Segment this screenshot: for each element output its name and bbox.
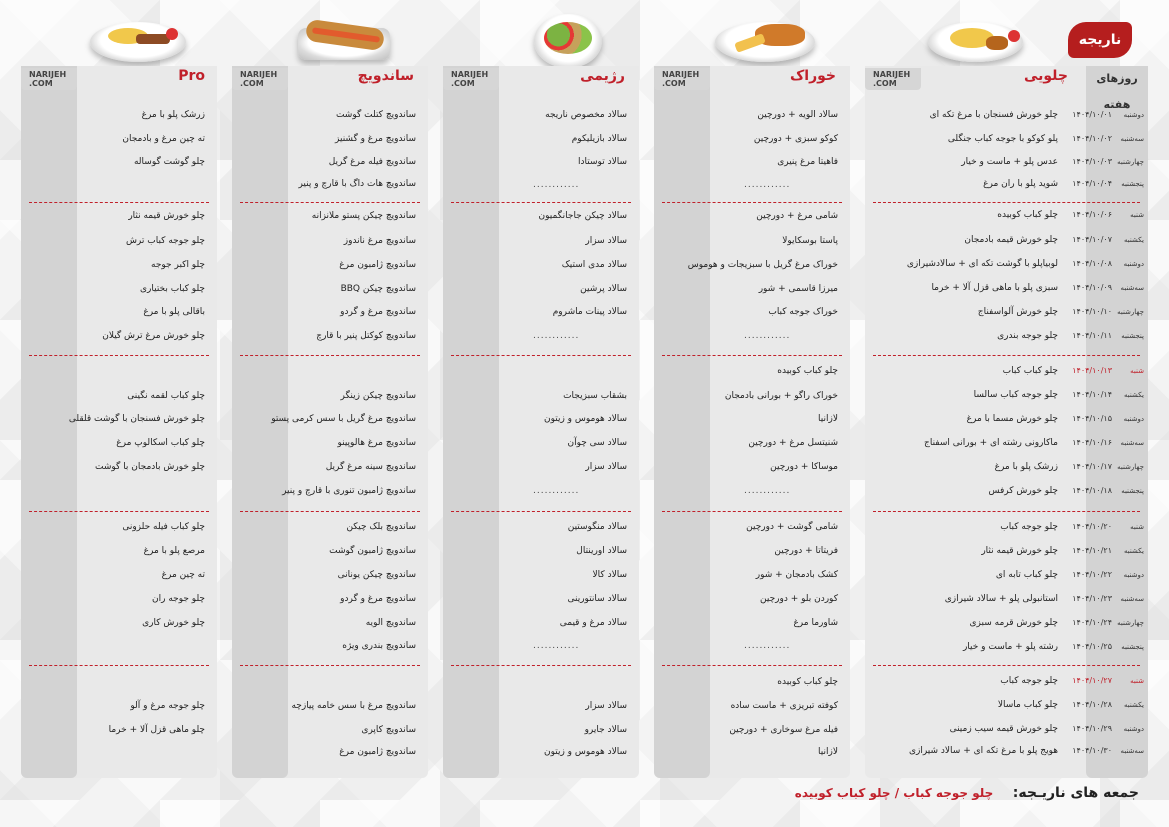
column-title: Pro: [178, 68, 205, 84]
salad-bowl-image: [534, 10, 602, 68]
menu-item: چلو خورش قرمه سبزی: [969, 618, 1058, 628]
menu-item: چلو جوجه کباب سالسا: [973, 390, 1058, 400]
day-date: ۱۴۰۴/۱۰/۱۳: [1072, 366, 1112, 375]
menu-item: چلو کباب اسکالوپ مرغ: [116, 438, 205, 448]
menu-item: چلو کباب کوبیده: [777, 677, 838, 687]
week-separator: [873, 665, 1140, 666]
day-date: ۱۴۰۴/۱۰/۲۳: [1072, 594, 1112, 603]
day-name: یکشنبه: [1123, 391, 1144, 399]
menu-item: کوکو سبزی + دورچین: [753, 134, 838, 144]
menu-item: ساندویچ فیله مرغ گریل: [328, 157, 416, 167]
empty-slot: ............: [744, 331, 791, 341]
menu-item: شنیتسل مرغ + دورچین: [748, 438, 838, 448]
day-name: سه‌شنبه: [1120, 595, 1144, 603]
day-name: چهارشنبه: [1117, 463, 1144, 471]
menu-item: سالاد الویه + دورچین: [757, 110, 838, 120]
fridays-footer: [795, 785, 1139, 801]
week-separator: [29, 355, 209, 356]
menu-item: سالاد سی چوآن: [567, 438, 627, 448]
menu-item: ساندویچ بلک چیکن: [346, 522, 416, 532]
empty-slot: ............: [744, 641, 791, 651]
menu-item: لازانیا: [818, 414, 838, 424]
week-separator: [451, 202, 631, 203]
empty-slot: ............: [533, 331, 580, 341]
menu-item: چلو کباب تابه ای: [995, 570, 1058, 580]
day-date: ۱۴۰۴/۱۰/۰۹: [1072, 283, 1112, 292]
menu-item: چلو خورش کرفس: [988, 486, 1058, 496]
menu-item: ته چین مرغ و بادمجان: [122, 134, 205, 144]
menu-item: چلو خورش قیمه نثار: [128, 211, 205, 221]
day-name: یکشنبه: [1123, 701, 1144, 709]
menu-item: چلو خورش بادمجان با گوشت: [95, 462, 205, 472]
menu-item: چلو جوجه مرغ و آلو: [130, 701, 205, 711]
week-separator: [873, 202, 1140, 203]
day-name: یکشنبه: [1123, 547, 1144, 555]
column-title: رژیمی: [580, 68, 625, 84]
menu-item: فاهیتا مرغ پنیری: [777, 157, 838, 167]
menu-item: فریتاتا + دورچین: [774, 546, 838, 556]
day-name: چهارشنبه: [1117, 158, 1144, 166]
menu-item: چلو کباب کوبیده: [997, 210, 1058, 220]
menu-item: سالاد سانتورینی: [567, 594, 627, 604]
column-rejimi: [443, 66, 639, 778]
menu-item: موساکا + دورچین: [770, 462, 838, 472]
menu-item: چلو کباب کباب: [1002, 366, 1058, 376]
day-name: شنبه: [1130, 367, 1144, 375]
day-date: ۱۴۰۴/۱۰/۰۱: [1072, 110, 1112, 119]
day-date: ۱۴۰۴/۱۰/۰۴: [1072, 179, 1112, 188]
menu-item: ساندویچ چیکن یونانی: [337, 570, 416, 580]
column-tag: NARIJEH .COM: [443, 68, 499, 90]
day-name: شنبه: [1130, 211, 1144, 219]
day-name: سه‌شنبه: [1120, 284, 1144, 292]
week-separator: [662, 665, 842, 666]
menu-item: ساندویچ مرغ با سس خامه پیازچه: [291, 701, 416, 711]
week-separator: [240, 355, 420, 356]
day-name: سه‌شنبه: [1120, 439, 1144, 447]
column-khorak: [654, 66, 850, 778]
menu-item: ساندویچ مرغ هالوپینو: [337, 438, 416, 448]
day-name: دوشنبه: [1123, 260, 1144, 268]
menu-item: سالاد کالا: [592, 570, 627, 580]
sandwich-image: [298, 14, 390, 62]
fried-food-image: [715, 12, 815, 62]
menu-item: سالاد منگوستین: [567, 522, 627, 532]
menu-item: سالاد چیکن جاجانگمیون: [538, 211, 627, 221]
menu-item: چلو جوجه کباب: [1000, 522, 1058, 532]
menu-item: ساندویچ ژامبون گوشت: [329, 546, 416, 556]
column-tag: NARIJEH .COM: [654, 68, 710, 90]
kebab-plate-image: [90, 12, 186, 62]
week-separator: [662, 202, 842, 203]
menu-item: چلو خورش مسما با مرغ: [966, 414, 1058, 424]
menu-item: ساندویچ کوکتل پنیر با قارچ: [316, 331, 416, 341]
week-separator: [29, 202, 209, 203]
day-name: دوشنبه: [1123, 725, 1144, 733]
fridays-items: چلو جوجه کباب / چلو کباب کوبیده: [794, 786, 994, 800]
menu-item: چلو کباب ماسالا: [997, 700, 1058, 710]
menu-item: چلو جوجه کباب: [1000, 676, 1058, 686]
menu-item: هویج پلو با مرغ تکه ای + سالاد شیرازی: [908, 746, 1058, 756]
empty-slot: ............: [744, 180, 791, 190]
menu-item: ساندویچ چیکن BBQ: [340, 284, 416, 294]
menu-item: لازانیا: [818, 747, 838, 757]
menu-item: ماکارونی رشته ای + بورانی اسفناج: [924, 438, 1058, 448]
menu-item: چلو ماهی قزل آلا + خرما: [108, 725, 205, 735]
empty-slot: ............: [533, 641, 580, 651]
menu-item: سالاد سزار: [585, 236, 627, 246]
menu-item: کشک بادمجان + شور: [755, 570, 838, 580]
menu-item: خوراک جوجه کباب: [768, 307, 838, 317]
day-name: دوشنبه: [1123, 111, 1144, 119]
menu-item: خوراک راگو + بورانی بادمجان: [724, 391, 838, 401]
day-date: ۱۴۰۴/۱۰/۰۳: [1072, 157, 1112, 166]
day-date: ۱۴۰۴/۱۰/۲۸: [1072, 700, 1112, 709]
menu-item: باقالی پلو با مرغ: [143, 307, 205, 317]
menu-item: شامی گوشت + دورچین: [746, 522, 838, 532]
menu-item: سالاد هوموس و زیتون: [543, 414, 627, 424]
menu-item: چلو کباب فیله حلزونی: [122, 522, 205, 532]
week-separator: [29, 511, 209, 512]
menu-item: بشقاب سبزیجات: [563, 391, 627, 401]
menu-item: ساندویچ مرغ و گردو: [340, 594, 416, 604]
menu-item: سالاد مدی استیک: [561, 260, 627, 270]
menu-item: ساندویچ چیکن پستو ملانزانه: [311, 211, 416, 221]
column-pro: [21, 66, 217, 778]
day-name: چهارشنبه: [1117, 308, 1144, 316]
day-name: سه‌شنبه: [1120, 135, 1144, 143]
menu-item: لوبیاپلو با گوشت تکه ای + سالادشیرازی: [906, 259, 1058, 269]
day-name: پنجشنبه: [1121, 643, 1144, 651]
menu-item: سالاد بازیلیکوم: [571, 134, 627, 144]
days-header: روزهای هفته: [1086, 66, 1148, 92]
rice-plate-image: [928, 14, 1023, 62]
day-name: شنبه: [1130, 523, 1144, 531]
week-separator: [662, 355, 842, 356]
day-date: ۱۴۰۴/۱۰/۱۶: [1072, 438, 1112, 447]
day-date: ۱۴۰۴/۱۰/۱۵: [1072, 414, 1112, 423]
day-date: ۱۴۰۴/۱۰/۰۷: [1072, 235, 1112, 244]
day-date: ۱۴۰۴/۱۰/۲۴: [1072, 618, 1112, 627]
column-title: چلویی: [1023, 68, 1068, 84]
menu-item: استانبولی پلو + سالاد شیرازی: [944, 594, 1058, 604]
column-title: ساندویچ: [357, 68, 414, 84]
menu-item: چلو کباب بختیاری: [139, 284, 205, 294]
column-sandwich: [232, 66, 428, 778]
menu-item: چلو خورش فسنجان با گوشت قلقلی: [68, 414, 205, 424]
menu-item: پاستا بوسکایولا: [782, 236, 838, 246]
menu-item: ساندویچ سینه مرغ گریل: [325, 462, 416, 472]
empty-slot: ............: [533, 486, 580, 496]
menu-item: چلو خورش فسنجان با مرغ تکه ای: [929, 110, 1058, 120]
week-separator: [240, 665, 420, 666]
week-separator: [240, 202, 420, 203]
menu-item: فیله مرغ سوخاری + دورچین: [729, 725, 838, 735]
menu-item: ساندویچ چیکن زینگر: [340, 391, 416, 401]
column-chelowi: [865, 66, 1148, 778]
week-separator: [451, 665, 631, 666]
day-name: پنجشنبه: [1121, 180, 1144, 188]
column-title: خوراک: [789, 68, 836, 84]
menu-item: سالاد جایرو: [584, 725, 627, 735]
day-date: ۱۴۰۴/۱۰/۲۵: [1072, 642, 1112, 651]
column-tag: NARIJEH .COM: [232, 68, 288, 90]
day-date: ۱۴۰۴/۱۰/۲۷: [1072, 676, 1112, 685]
menu-item: چلو گوشت گوساله: [133, 157, 205, 167]
menu-item: ساندویچ بندری ویژه: [342, 641, 416, 651]
fridays-label: جمعه های ناریـجه:: [1012, 785, 1139, 801]
day-date: ۱۴۰۴/۱۰/۱۴: [1072, 390, 1112, 399]
menu-item: سالاد هوموس و زیتون: [543, 747, 627, 757]
day-date: ۱۴۰۴/۱۰/۲۱: [1072, 546, 1112, 555]
menu-item: چلو جوجه بندری: [997, 331, 1058, 341]
day-name: دوشنبه: [1123, 571, 1144, 579]
menu-item: ته چین مرغ: [161, 570, 205, 580]
day-date: ۱۴۰۴/۱۰/۰۲: [1072, 134, 1112, 143]
week-separator: [29, 665, 209, 666]
menu-item: پلو کوکو با جوجه کباب جنگلی: [947, 134, 1058, 144]
day-name: پنجشنبه: [1121, 332, 1144, 340]
empty-slot: ............: [533, 180, 580, 190]
day-date: ۱۴۰۴/۱۰/۱۰: [1072, 307, 1112, 316]
menu-item: ساندویچ مرغ و گشنیز: [335, 134, 416, 144]
menu-item: ساندویچ کتلت گوشت: [335, 110, 416, 120]
menu-item: شامی مرغ + دورچین: [756, 211, 838, 221]
menu-item: زرشک پلو با مرغ: [141, 110, 205, 120]
menu-item: ساندویچ ژامبون مرغ: [339, 260, 416, 270]
menu-item: چلو خورش کاری: [142, 618, 205, 628]
day-date: ۱۴۰۴/۱۰/۳۰: [1072, 746, 1112, 755]
menu-item: سالاد سزار: [585, 462, 627, 472]
menu-item: سالاد مخصوص ناریجه: [545, 110, 627, 120]
menu-item: ساندویچ ژامبون تنوری با قارچ و پنیر: [282, 486, 416, 496]
menu-item: کوردن بلو + دورچین: [760, 594, 838, 604]
menu-item: رشته پلو + ماست و خیار: [962, 642, 1058, 652]
menu-item: کوفته تبریزی + ماست ساده: [730, 701, 838, 711]
menu-item: چلو خورش قیمه سیب زمینی: [949, 724, 1058, 734]
menu-item: شاورما مرغ: [793, 618, 838, 628]
day-date: ۱۴۰۴/۱۰/۱۸: [1072, 486, 1112, 495]
menu-item: چلو جوجه کباب ترش: [125, 236, 205, 246]
menu-item: ساندویچ الویه: [365, 618, 416, 628]
menu-item: خوراک مرغ گریل با سبزیجات و هوموس: [687, 260, 838, 270]
menu-item: سالاد مرغ و قیمی: [559, 618, 627, 628]
week-separator: [240, 511, 420, 512]
empty-slot: ............: [744, 486, 791, 496]
day-name: سه‌شنبه: [1120, 747, 1144, 755]
week-separator: [873, 355, 1140, 356]
column-tag: NARIJEH .COM: [865, 68, 921, 90]
menu-item: چلو کباب لقمه نگینی: [127, 391, 205, 401]
week-separator: [451, 511, 631, 512]
menu-item: میرزا قاسمی + شور: [758, 284, 838, 294]
day-date: ۱۴۰۴/۱۰/۲۰: [1072, 522, 1112, 531]
week-separator: [451, 355, 631, 356]
menu-item: مرصع پلو با مرغ: [143, 546, 205, 556]
week-separator: [662, 511, 842, 512]
menu-item: ساندویچ مرغ و گردو: [340, 307, 416, 317]
menu-item: عدس پلو + ماست و خیار: [961, 157, 1058, 167]
day-name: یکشنبه: [1123, 236, 1144, 244]
menu-item: سالاد پرشین: [580, 284, 627, 294]
menu-item: چلو خورش آلواسفناج: [977, 307, 1058, 317]
day-name: چهارشنبه: [1117, 619, 1144, 627]
menu-item: شوید پلو با ران مرغ: [983, 179, 1058, 189]
menu-item: ساندویچ هات داگ با قارچ و پنیر: [298, 179, 416, 189]
day-date: ۱۴۰۴/۱۰/۰۶: [1072, 210, 1112, 219]
column-tag: NARIJEH .COM: [21, 68, 77, 90]
day-date: ۱۴۰۴/۱۰/۲۹: [1072, 724, 1112, 733]
day-date: ۱۴۰۴/۱۰/۱۱: [1072, 331, 1112, 340]
menu-item: ساندویچ کاپری: [361, 725, 416, 735]
menu-item: سالاد سزار: [585, 701, 627, 711]
week-separator: [873, 511, 1140, 512]
menu-item: چلو خورش مرغ ترش گیلان: [102, 331, 205, 341]
menu-item: ساندویچ مرغ گریل با سس کرمی پستو: [271, 414, 416, 424]
menu-item: سالاد پینات ماشروم: [552, 307, 627, 317]
day-name: پنجشنبه: [1121, 487, 1144, 495]
menu-item: ساندویچ ژامبون مرغ: [339, 747, 416, 757]
day-name: شنبه: [1130, 677, 1144, 685]
brand-logo: ناریجه: [1068, 22, 1132, 58]
menu-item: چلو جوجه ران: [152, 594, 205, 604]
menu-item: زرشک پلو با مرغ: [994, 462, 1058, 472]
menu-item: سالاد اورینتال: [576, 546, 627, 556]
day-date: ۱۴۰۴/۱۰/۱۷: [1072, 462, 1112, 471]
menu-item: ساندویچ مرغ ناندوز: [343, 236, 416, 246]
menu-item: سبزی پلو با ماهی قزل آلا + خرما: [931, 283, 1058, 293]
menu-item: چلو کباب کوبیده: [777, 366, 838, 376]
menu-item: چلو خورش قیمه بادمجان: [964, 235, 1058, 245]
menu-item: سالاد توستادا: [578, 157, 627, 167]
menu-item: چلو خورش قیمه نثار: [981, 546, 1058, 556]
day-date: ۱۴۰۴/۱۰/۰۸: [1072, 259, 1112, 268]
day-date: ۱۴۰۴/۱۰/۲۲: [1072, 570, 1112, 579]
day-name: دوشنبه: [1123, 415, 1144, 423]
menu-item: چلو اکبر جوجه: [151, 260, 205, 270]
